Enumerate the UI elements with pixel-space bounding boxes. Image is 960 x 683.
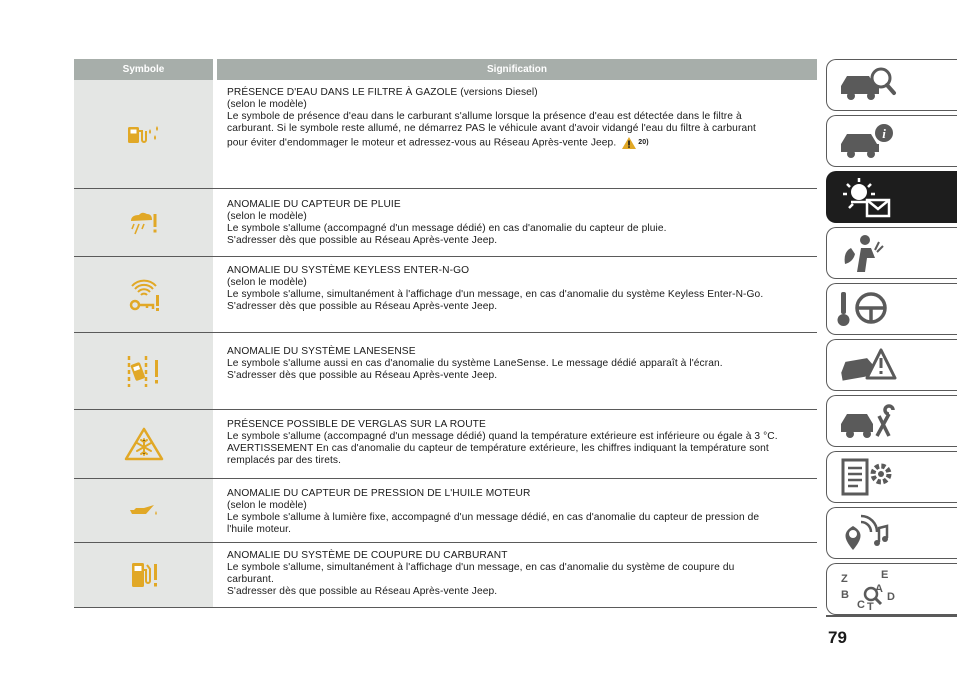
rain-sensor-fault-icon — [129, 211, 159, 235]
svg-text:i: i — [882, 126, 886, 141]
index-letter: D — [887, 591, 895, 603]
tab-driving[interactable] — [826, 283, 957, 335]
row-text: (selon le modèle) — [227, 99, 307, 111]
ice-warning-icon — [124, 427, 164, 461]
index-letter: B — [841, 589, 849, 601]
row-text: Le symbole s'allume, simultanément à l'affichage d'un message, en cas d'anomalie du système de coupure du — [227, 562, 735, 574]
oil-pressure-sensor-fault-icon — [128, 502, 160, 520]
index-letter: C — [857, 599, 865, 611]
symbol-cell — [74, 333, 213, 409]
row-text: S'adresser dès que possible au Réseau Après-vente Jeep. — [227, 235, 498, 247]
tab-alphabetical-index[interactable] — [826, 563, 957, 615]
row-text: carburant. Si le symbole reste allumé, ne démarrez PAS le véhicule avant d'avoir vidangé l'eau du filtre à carburant — [227, 123, 756, 135]
page-number: 79 — [828, 628, 847, 647]
table-row — [74, 257, 817, 333]
row-text: pour éviter d'endommager le moteur et adressez-vous au Réseau Après-vente Jeep. — [227, 138, 617, 150]
row-text: S'adresser dès que possible au Réseau Après-vente Jeep. — [227, 301, 498, 313]
header-symbol: Symbole — [122, 64, 165, 75]
car-tools-icon — [837, 400, 897, 444]
tab-safety[interactable] — [826, 227, 957, 279]
tab-car-search[interactable] — [826, 59, 957, 111]
symbol-cell — [74, 543, 213, 607]
row-title: ANOMALIE DU SYSTÈME KEYLESS ENTER-N-GO — [227, 265, 470, 276]
row-text: S'adresser dès que possible au Réseau Après-vente Jeep. — [227, 370, 498, 382]
row-title: ANOMALIE DU CAPTEUR DE PRESSION DE L'HUILE MOTEUR — [227, 488, 531, 499]
danger-warning-icon — [622, 137, 636, 149]
table-row — [74, 80, 817, 189]
header-meaning: Signification — [487, 64, 547, 75]
specs-gear-icon — [837, 456, 897, 500]
row-text: Le symbole s'allume à lumière fixe, accompagné d'un message dédié, en cas d'anomalie du capteur de pression de — [227, 512, 760, 524]
fuel-cutoff-fault-icon — [129, 560, 159, 590]
tab-multimedia[interactable] — [826, 507, 957, 559]
row-text: carburant. — [227, 574, 274, 586]
symbol-cell — [74, 80, 213, 188]
warning-lights-table — [74, 59, 817, 608]
row-text: Le symbole s'allume aussi en cas d'anomalie du système LaneSense. Le message dédié apparaît à l'écran. — [227, 358, 723, 370]
symbol-cell — [74, 189, 213, 256]
steering-key-icon — [837, 288, 897, 332]
row-text: (selon le modèle) — [227, 500, 307, 512]
table-row — [74, 189, 817, 257]
table-row — [74, 410, 817, 479]
row-text: (selon le modèle) — [227, 277, 307, 289]
table-row — [74, 479, 817, 543]
fuel-filter-water-icon — [126, 123, 162, 145]
row-title: ANOMALIE DU SYSTÈME LANESENSE — [227, 346, 416, 357]
index-letter: A — [875, 583, 883, 595]
warning-light-message-icon — [837, 176, 897, 220]
row-text: Le symbole s'allume (accompagné d'un message dédié) en cas d'anomalie du capteur de pluie. — [227, 223, 667, 235]
row-text: Le symbole s'allume, simultanément à l'affichage d'un message, en cas d'anomalie du système Keyless Enter-N-Go. — [227, 289, 764, 301]
table-row — [74, 543, 817, 608]
index-letter: T — [867, 601, 874, 612]
row-title: ANOMALIE DU CAPTEUR DE PLUIE — [227, 199, 401, 210]
alphabet-index-icon — [837, 568, 897, 612]
tab-car-info[interactable] — [826, 115, 957, 167]
row-title: PRÉSENCE POSSIBLE DE VERGLAS SUR LA ROUTE — [227, 419, 486, 430]
tab-emergency[interactable] — [826, 339, 957, 391]
car-search-icon — [837, 64, 897, 108]
multimedia-icon — [837, 512, 897, 556]
index-letter: E — [881, 569, 889, 581]
car-hazard-icon — [837, 344, 897, 388]
table-row — [74, 333, 817, 410]
row-text: Le symbole s'allume (accompagné d'un message dédié) quand la température extérieure est inférieure ou égale à 3 °C. — [227, 431, 778, 443]
row-text: S'adresser dès que possible au Réseau Après-vente Jeep. — [227, 586, 498, 598]
tab-warning-lights[interactable] — [826, 171, 957, 223]
tab-maintenance[interactable] — [826, 395, 957, 447]
car-info-icon — [837, 120, 897, 164]
symbol-cell — [74, 410, 213, 478]
row-text: (selon le modèle) — [227, 211, 307, 223]
keyless-fault-icon — [127, 275, 161, 315]
symbol-cell — [74, 257, 213, 332]
index-letter: Z — [841, 573, 848, 585]
row-text: AVERTISSEMENT En cas d'anomalie du capteur de température extérieure, les chiffres indiquant la température sont — [227, 443, 769, 455]
table-header — [74, 59, 817, 80]
symbol-cell — [74, 479, 213, 542]
row-text: l'huile moteur. — [227, 524, 292, 536]
row-title: ANOMALIE DU SYSTÈME DE COUPURE DU CARBURANT — [227, 550, 508, 561]
row-title: PRÉSENCE D'EAU DANS LE FILTRE À GAZOLE (versions Diesel) — [227, 87, 538, 98]
row-text: remplacés par des tirets. — [227, 455, 342, 467]
row-text: Le symbole de présence d'eau dans le carburant s'allume lorsque la présence d'eau est détectée dans le filtre à — [227, 111, 742, 123]
airbag-seat-icon — [837, 232, 897, 276]
lanesense-fault-icon — [126, 354, 162, 388]
tab-specifications[interactable] — [826, 451, 957, 503]
reference-number: 20) — [638, 139, 649, 147]
